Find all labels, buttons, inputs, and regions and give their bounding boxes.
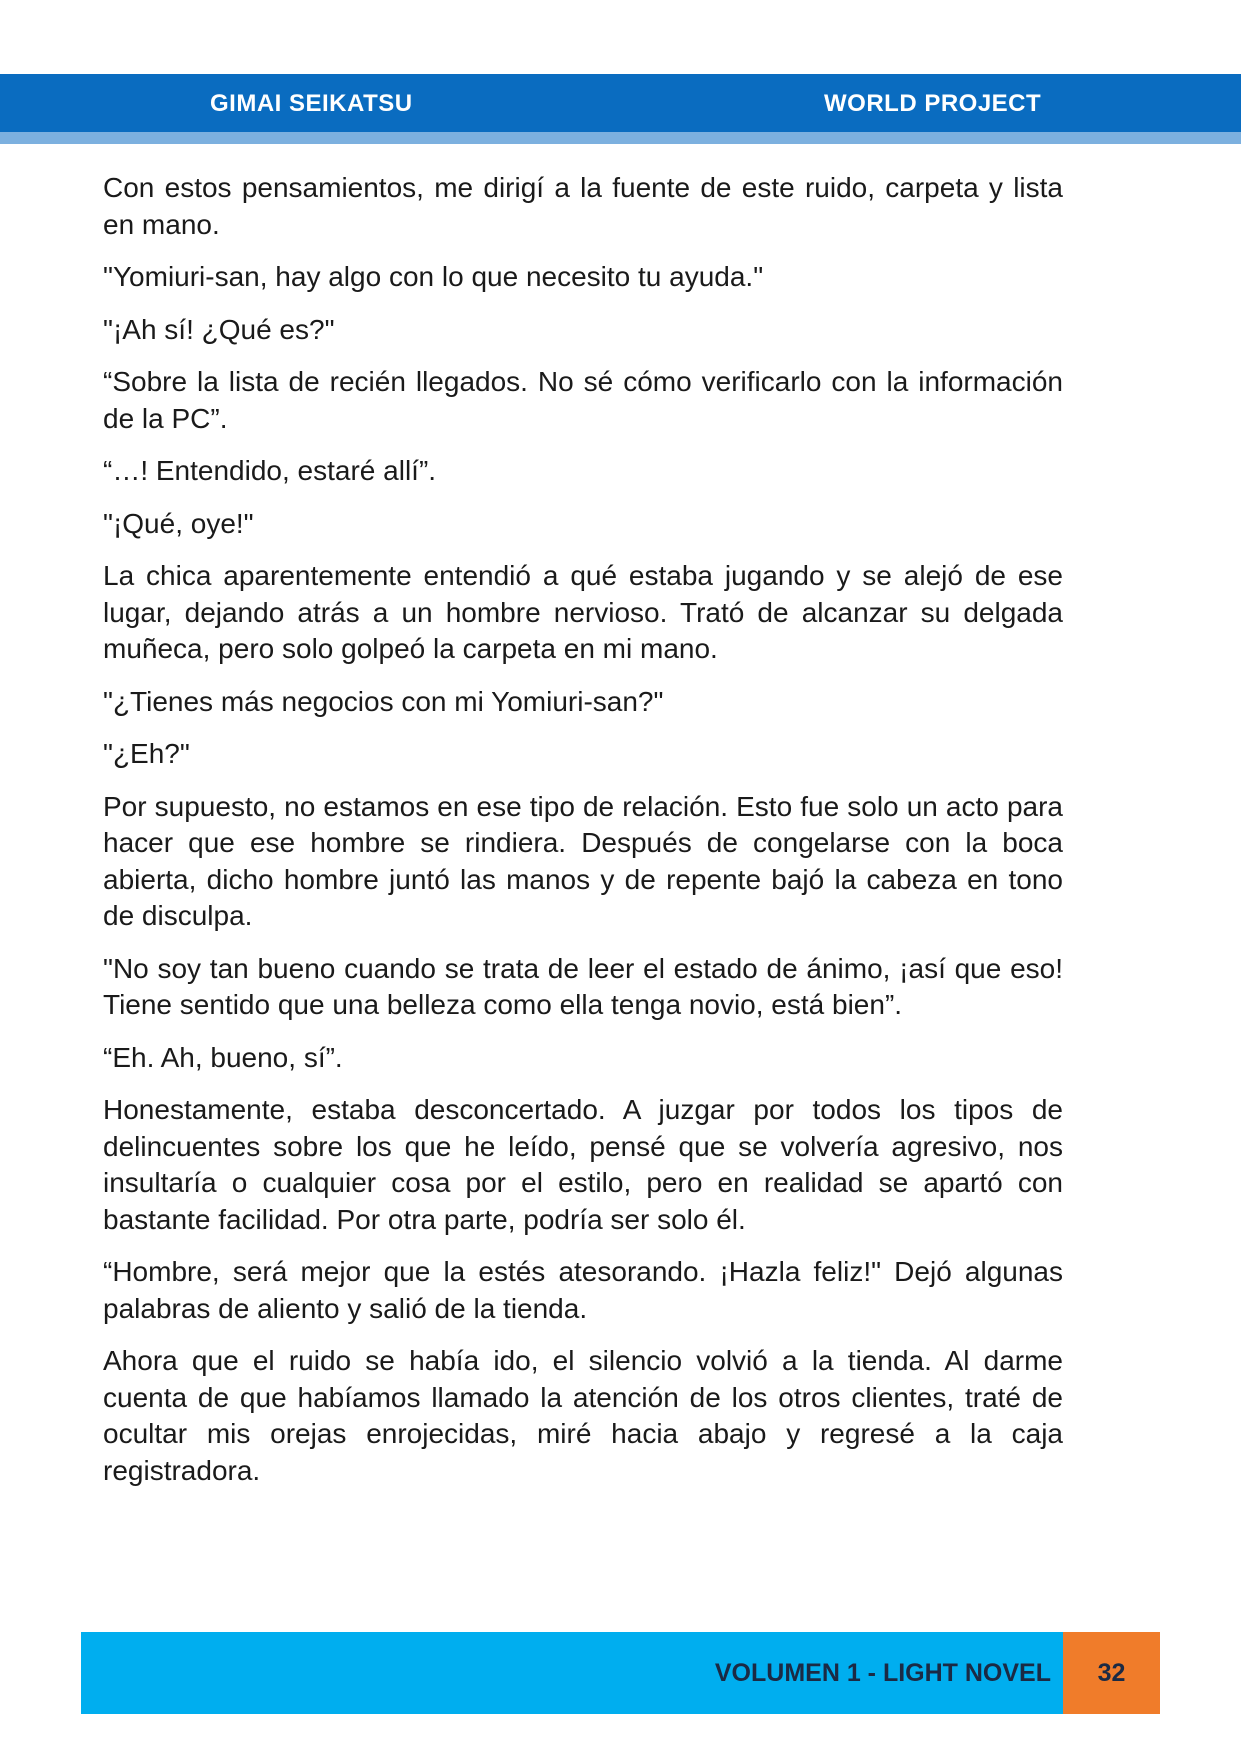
paragraph: Con estos pensamientos, me dirigí a la fuente de este ruido, carpeta y lista en mano.	[103, 172, 1063, 240]
paragraph: "¿Eh?"	[103, 738, 190, 769]
paragraph: “Hombre, será mejor que la estés atesorando. ¡Hazla feliz!" Dejó algunas palabras de aliento y salió de la tienda.	[103, 1256, 1063, 1324]
paragraph: “Eh. Ah, bueno, sí”.	[103, 1041, 343, 1073]
header-group-title: WORLD PROJECT	[824, 90, 1042, 117]
page-body	[103, 170, 1063, 1505]
paragraph: "¡Qué, oye!"	[103, 507, 254, 539]
paragraph: "¡Ah sí! ¿Qué es?"	[103, 313, 335, 345]
paragraph: Por supuesto, no estamos en ese tipo de relación. Esto fue solo un acto para hacer que ese hombre se rindiera. Después de congelarse con la boca abierta, dicho hombre juntó las manos y de repente bajó la cabeza en tono de disculpa.	[103, 790, 1063, 931]
paragraph: “Sobre la lista de recién llegados. No sé cómo verificarlo con la información de la PC”.	[103, 366, 1063, 434]
paragraph: La chica aparentemente entendió a qué estaba jugando y se alejó de ese lugar, dejando atrás a un hombre nervioso. Trató de alcanzar su delgada muñeca, pero solo golpeó la carpeta en mi mano.	[103, 560, 1063, 664]
page-number: 32	[1063, 1632, 1160, 1714]
footer-band	[81, 1632, 1063, 1714]
paragraph: "No soy tan bueno cuando se trata de leer el estado de ánimo, ¡así que eso! Tiene sentido que una belleza como ella tenga novio, está bien”.	[103, 952, 1063, 1020]
footer-volume-label: VOLUMEN 1 - LIGHT NOVEL	[714, 1659, 1051, 1687]
paragraph: “…! Entendido, estaré allí”.	[103, 455, 437, 486]
paragraph: "Yomiuri-san, hay algo con lo que necesito tu ayuda."	[103, 261, 764, 292]
paragraph: Honestamente, estaba desconcertado. A juzgar por todos los tipos de delincuentes sobre los que he leído, pensé que se volvería agresivo, nos insultaría o cualquier cosa por el estilo, pero en realidad se apartó con bastante facilidad. Por otra parte, podría ser solo él.	[103, 1094, 1063, 1235]
header-series-title: GIMAI SEIKATSU	[210, 90, 413, 117]
header-band	[0, 74, 1241, 132]
paragraph: Ahora que el ruido se había ido, el silencio volvió a la tienda. Al darme cuenta de que habíamos llamado la atención de los otros clientes, traté de ocultar mis orejas enrojecidas, miré hacia abajo y regresé a la caja registradora.	[103, 1345, 1063, 1486]
header-underline	[0, 132, 1241, 144]
paragraph: "¿Tienes más negocios con mi Yomiuri-san?"	[103, 685, 664, 717]
